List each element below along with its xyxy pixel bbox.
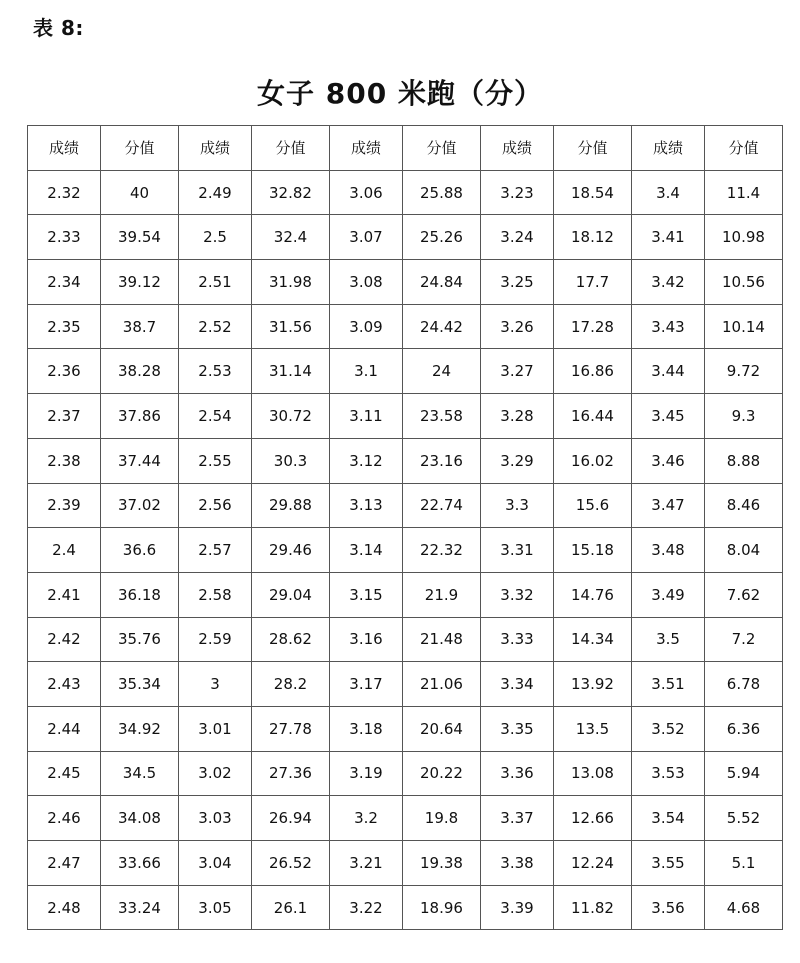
header-cell: 分值 — [705, 126, 783, 171]
points-cell: 31.56 — [252, 304, 330, 349]
points-cell: 25.26 — [403, 215, 481, 260]
table-row — [28, 349, 783, 394]
header-row — [28, 126, 783, 171]
score-cell: 3.53 — [632, 751, 705, 796]
score-cell: 3.08 — [330, 260, 403, 305]
points-cell: 7.2 — [705, 617, 783, 662]
score-cell: 3.14 — [330, 528, 403, 573]
points-cell: 30.3 — [252, 438, 330, 483]
points-cell: 10.14 — [705, 304, 783, 349]
points-cell: 8.04 — [705, 528, 783, 573]
points-cell: 39.54 — [101, 215, 179, 260]
header-cell: 成绩 — [28, 126, 101, 171]
points-cell: 31.98 — [252, 260, 330, 305]
points-cell: 23.16 — [403, 438, 481, 483]
score-cell: 2.35 — [28, 304, 101, 349]
score-cell: 3.39 — [481, 885, 554, 930]
points-cell: 36.18 — [101, 572, 179, 617]
score-cell: 2.32 — [28, 170, 101, 215]
points-cell: 18.54 — [554, 170, 632, 215]
score-cell: 3.22 — [330, 885, 403, 930]
score-cell: 3.13 — [330, 483, 403, 528]
header-cell: 分值 — [403, 126, 481, 171]
score-cell: 3.26 — [481, 304, 554, 349]
table-row — [28, 170, 783, 215]
points-cell: 6.36 — [705, 706, 783, 751]
score-cell: 3.19 — [330, 751, 403, 796]
table-body — [28, 170, 783, 930]
header-cell: 分值 — [101, 126, 179, 171]
score-cell: 2.53 — [179, 349, 252, 394]
points-cell: 22.74 — [403, 483, 481, 528]
score-cell: 2.48 — [28, 885, 101, 930]
points-cell: 13.08 — [554, 751, 632, 796]
score-cell: 3.49 — [632, 572, 705, 617]
points-cell: 20.64 — [403, 706, 481, 751]
score-cell: 3.15 — [330, 572, 403, 617]
points-cell: 11.4 — [705, 170, 783, 215]
points-cell: 13.5 — [554, 706, 632, 751]
score-cell: 2.43 — [28, 662, 101, 707]
score-cell: 3.27 — [481, 349, 554, 394]
points-cell: 37.86 — [101, 394, 179, 439]
points-cell: 29.04 — [252, 572, 330, 617]
points-cell: 25.88 — [403, 170, 481, 215]
score-cell: 2.41 — [28, 572, 101, 617]
header-cell: 成绩 — [481, 126, 554, 171]
table-row — [28, 706, 783, 751]
score-cell: 3.21 — [330, 841, 403, 886]
score-cell: 2.45 — [28, 751, 101, 796]
points-cell: 21.48 — [403, 617, 481, 662]
score-cell: 3.34 — [481, 662, 554, 707]
points-cell: 19.38 — [403, 841, 481, 886]
score-cell: 2.52 — [179, 304, 252, 349]
points-cell: 18.96 — [403, 885, 481, 930]
points-cell: 24.84 — [403, 260, 481, 305]
points-cell: 32.4 — [252, 215, 330, 260]
score-cell: 2.5 — [179, 215, 252, 260]
score-cell: 3.45 — [632, 394, 705, 439]
score-cell: 3.1 — [330, 349, 403, 394]
score-cell: 3.42 — [632, 260, 705, 305]
score-cell: 3.44 — [632, 349, 705, 394]
score-cell: 3.11 — [330, 394, 403, 439]
points-cell: 7.62 — [705, 572, 783, 617]
points-cell: 5.52 — [705, 796, 783, 841]
score-cell: 3.2 — [330, 796, 403, 841]
points-cell: 26.94 — [252, 796, 330, 841]
score-cell: 3.06 — [330, 170, 403, 215]
score-cell: 3.55 — [632, 841, 705, 886]
points-cell: 26.52 — [252, 841, 330, 886]
points-cell: 14.76 — [554, 572, 632, 617]
score-cell: 3.48 — [632, 528, 705, 573]
points-cell: 38.7 — [101, 304, 179, 349]
score-cell: 3 — [179, 662, 252, 707]
score-cell: 2.34 — [28, 260, 101, 305]
points-cell: 31.14 — [252, 349, 330, 394]
score-cell: 3.24 — [481, 215, 554, 260]
score-cell: 2.55 — [179, 438, 252, 483]
table-row — [28, 260, 783, 305]
score-cell: 3.04 — [179, 841, 252, 886]
points-cell: 36.6 — [101, 528, 179, 573]
points-cell: 35.76 — [101, 617, 179, 662]
header-cell: 成绩 — [179, 126, 252, 171]
points-cell: 37.02 — [101, 483, 179, 528]
header-cell: 分值 — [252, 126, 330, 171]
score-cell: 3.56 — [632, 885, 705, 930]
score-cell: 3.02 — [179, 751, 252, 796]
score-cell: 3.36 — [481, 751, 554, 796]
table-row — [28, 572, 783, 617]
score-cell: 2.47 — [28, 841, 101, 886]
score-cell: 3.07 — [330, 215, 403, 260]
score-cell: 3.05 — [179, 885, 252, 930]
points-cell: 4.68 — [705, 885, 783, 930]
score-cell: 2.59 — [179, 617, 252, 662]
table-row — [28, 483, 783, 528]
score-cell: 3.12 — [330, 438, 403, 483]
table-row — [28, 394, 783, 439]
points-cell: 18.12 — [554, 215, 632, 260]
points-cell: 9.3 — [705, 394, 783, 439]
points-cell: 8.46 — [705, 483, 783, 528]
score-cell: 3.43 — [632, 304, 705, 349]
score-cell: 2.49 — [179, 170, 252, 215]
points-cell: 28.2 — [252, 662, 330, 707]
score-cell: 3.33 — [481, 617, 554, 662]
table-row — [28, 438, 783, 483]
table-row — [28, 885, 783, 930]
score-cell: 3.32 — [481, 572, 554, 617]
points-cell: 16.86 — [554, 349, 632, 394]
points-cell: 8.88 — [705, 438, 783, 483]
score-cell: 2.37 — [28, 394, 101, 439]
points-cell: 33.24 — [101, 885, 179, 930]
score-cell: 3.23 — [481, 170, 554, 215]
points-cell: 40 — [101, 170, 179, 215]
points-cell: 27.36 — [252, 751, 330, 796]
table-row — [28, 617, 783, 662]
score-cell: 2.44 — [28, 706, 101, 751]
points-cell: 14.34 — [554, 617, 632, 662]
score-cell: 3.47 — [632, 483, 705, 528]
points-cell: 9.72 — [705, 349, 783, 394]
points-cell: 11.82 — [554, 885, 632, 930]
table-label: 表 8: — [33, 16, 84, 40]
table-row — [28, 662, 783, 707]
score-cell: 2.58 — [179, 572, 252, 617]
score-cell: 3.46 — [632, 438, 705, 483]
points-cell: 6.78 — [705, 662, 783, 707]
points-cell: 33.66 — [101, 841, 179, 886]
points-cell: 34.08 — [101, 796, 179, 841]
points-cell: 28.62 — [252, 617, 330, 662]
table-row — [28, 751, 783, 796]
points-cell: 20.22 — [403, 751, 481, 796]
header-cell: 成绩 — [330, 126, 403, 171]
points-cell: 15.18 — [554, 528, 632, 573]
score-cell: 3.35 — [481, 706, 554, 751]
score-cell: 2.46 — [28, 796, 101, 841]
score-table — [27, 125, 783, 930]
points-cell: 15.6 — [554, 483, 632, 528]
points-cell: 27.78 — [252, 706, 330, 751]
points-cell: 24 — [403, 349, 481, 394]
score-cell: 3.29 — [481, 438, 554, 483]
table-row — [28, 841, 783, 886]
points-cell: 29.88 — [252, 483, 330, 528]
score-cell: 3.03 — [179, 796, 252, 841]
points-cell: 12.66 — [554, 796, 632, 841]
score-cell: 3.17 — [330, 662, 403, 707]
points-cell: 16.02 — [554, 438, 632, 483]
points-cell: 34.5 — [101, 751, 179, 796]
score-cell: 2.4 — [28, 528, 101, 573]
score-cell: 3.28 — [481, 394, 554, 439]
points-cell: 22.32 — [403, 528, 481, 573]
score-cell: 3.38 — [481, 841, 554, 886]
page-title: 女子 800 米跑（分） — [257, 77, 543, 110]
points-cell: 16.44 — [554, 394, 632, 439]
header-cell: 成绩 — [632, 126, 705, 171]
score-cell: 2.57 — [179, 528, 252, 573]
table-row — [28, 215, 783, 260]
points-cell: 34.92 — [101, 706, 179, 751]
points-cell: 32.82 — [252, 170, 330, 215]
points-cell: 26.1 — [252, 885, 330, 930]
points-cell: 10.56 — [705, 260, 783, 305]
points-cell: 17.28 — [554, 304, 632, 349]
score-cell: 2.38 — [28, 438, 101, 483]
score-cell: 2.33 — [28, 215, 101, 260]
header-cell: 分值 — [554, 126, 632, 171]
points-cell: 39.12 — [101, 260, 179, 305]
points-cell: 37.44 — [101, 438, 179, 483]
score-cell: 2.56 — [179, 483, 252, 528]
points-cell: 5.94 — [705, 751, 783, 796]
table-row — [28, 796, 783, 841]
points-cell: 10.98 — [705, 215, 783, 260]
points-cell: 35.34 — [101, 662, 179, 707]
points-cell: 21.06 — [403, 662, 481, 707]
points-cell: 12.24 — [554, 841, 632, 886]
score-cell: 3.37 — [481, 796, 554, 841]
points-cell: 38.28 — [101, 349, 179, 394]
score-cell: 3.18 — [330, 706, 403, 751]
score-cell: 2.39 — [28, 483, 101, 528]
points-cell: 29.46 — [252, 528, 330, 573]
score-cell: 2.42 — [28, 617, 101, 662]
score-cell: 3.52 — [632, 706, 705, 751]
score-cell: 3.54 — [632, 796, 705, 841]
score-cell: 3.4 — [632, 170, 705, 215]
points-cell: 30.72 — [252, 394, 330, 439]
points-cell: 13.92 — [554, 662, 632, 707]
score-cell: 3.25 — [481, 260, 554, 305]
score-cell: 3.51 — [632, 662, 705, 707]
points-cell: 5.1 — [705, 841, 783, 886]
table-row — [28, 528, 783, 573]
score-cell: 3.31 — [481, 528, 554, 573]
points-cell: 19.8 — [403, 796, 481, 841]
points-cell: 21.9 — [403, 572, 481, 617]
score-cell: 3.3 — [481, 483, 554, 528]
score-cell: 2.51 — [179, 260, 252, 305]
score-cell: 3.16 — [330, 617, 403, 662]
score-cell: 2.36 — [28, 349, 101, 394]
score-cell: 3.01 — [179, 706, 252, 751]
points-cell: 24.42 — [403, 304, 481, 349]
points-cell: 23.58 — [403, 394, 481, 439]
points-cell: 17.7 — [554, 260, 632, 305]
score-cell: 3.41 — [632, 215, 705, 260]
score-cell: 2.54 — [179, 394, 252, 439]
score-cell: 3.09 — [330, 304, 403, 349]
score-cell: 3.5 — [632, 617, 705, 662]
table-row — [28, 304, 783, 349]
